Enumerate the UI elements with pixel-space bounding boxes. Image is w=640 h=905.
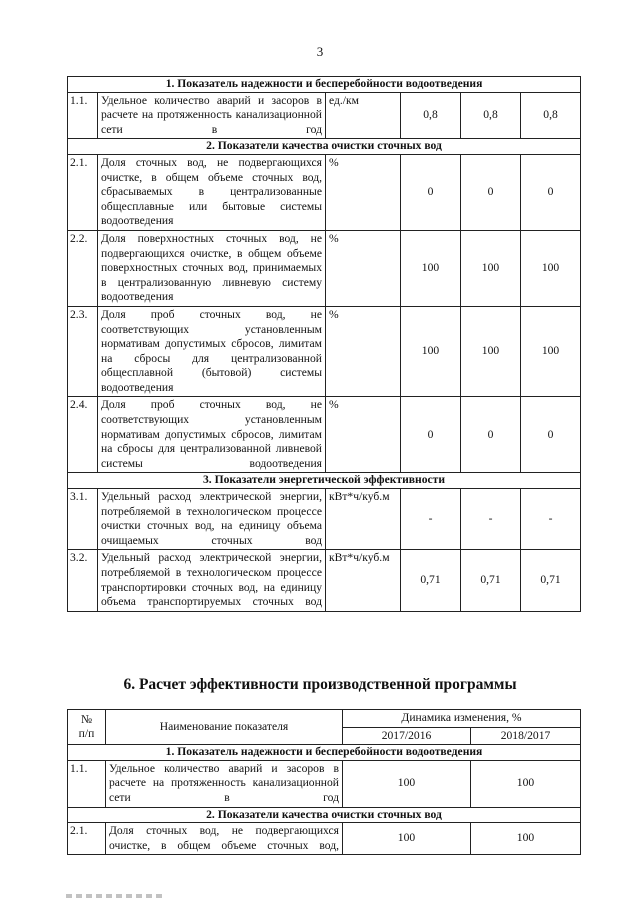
indicator-name: Доля поверхностных сточных вод, не подвергающихся очистке, в общем объеме поверхностных сточных вод, принимаемых в централизованную ливневую систему водоотведения [98, 230, 326, 306]
unit: % [326, 306, 401, 397]
unit: кВт*ч/куб.м [326, 489, 401, 550]
value-cell: 0 [401, 397, 461, 473]
value-cell: 100 [343, 760, 471, 807]
value-cell: 0,71 [521, 550, 581, 611]
row-number: 2.1. [68, 154, 98, 230]
value-cell: 0,8 [401, 92, 461, 139]
section-row [68, 473, 581, 489]
value-cell: 100 [461, 230, 521, 306]
table-row [68, 306, 581, 397]
page-number: 3 [316, 44, 324, 59]
row-number: 2.1. [68, 823, 106, 855]
indicator-name: Доля проб сточных вод, не соответствующих установленным нормативам допустимых сбросов, лимитам на сбросы для централизованной общесплавной (бытовой) системы водоотведения [98, 306, 326, 397]
section-row [68, 807, 581, 823]
table-row [68, 154, 581, 230]
indicator-name: Удельный расход электрической энергии, потребляемой в технологическом процессе транспортировки сточных вод, на единицу объема транспортируемых сточных вод [98, 550, 326, 611]
section-title: 2. Показатели качества очистки сточных вод [68, 139, 581, 155]
section-title: 2. Показатели качества очистки сточных вод [68, 807, 581, 823]
section-row [68, 139, 581, 155]
table-row [68, 550, 581, 611]
indicator-name: Удельное количество аварий и засоров в расчете на протяженность канализационной сети в год [106, 760, 343, 807]
scan-artifact [66, 894, 166, 898]
value-cell: 0 [521, 397, 581, 473]
row-number: 3.2. [68, 550, 98, 611]
unit: ед./км [326, 92, 401, 139]
row-number: 2.3. [68, 306, 98, 397]
section-title: 3. Показатели энергетической эффективности [68, 473, 581, 489]
value-cell: 0 [461, 397, 521, 473]
header-col2: 2018/2017 [471, 727, 581, 745]
value-cell: 0,8 [521, 92, 581, 139]
section-row [68, 745, 581, 761]
header-dynamics: Динамика изменения, % [343, 710, 581, 728]
value-cell: - [521, 489, 581, 550]
value-cell: 100 [471, 760, 581, 807]
value-cell: 100 [521, 306, 581, 397]
value-cell: 100 [343, 823, 471, 855]
header-num [68, 710, 106, 745]
table-row [68, 230, 581, 306]
section-row [68, 77, 581, 93]
indicators-table [67, 76, 581, 612]
efficiency-table [67, 709, 581, 855]
value-cell: 100 [401, 306, 461, 397]
value-cell: 100 [401, 230, 461, 306]
header-col1: 2017/2016 [343, 727, 471, 745]
indicator-name: Доля проб сточных вод, не соответствующих установленным нормативам допустимых сбросов, лимитам на сбросы для централизованной ливневой системы водоотведения [98, 397, 326, 473]
section-title: 1. Показатель надежности и бесперебойности водоотведения [68, 745, 581, 761]
value-cell: 0,71 [461, 550, 521, 611]
indicator-name: Удельный расход электрической энергии, потребляемой в технологическом процессе очистки сточных вод, на единицу объема очищаемых сточных вод [98, 489, 326, 550]
section-title: 1. Показатель надежности и бесперебойности водоотведения [68, 77, 581, 93]
row-number: 1.1. [68, 92, 98, 139]
table-row [68, 397, 581, 473]
unit: % [326, 397, 401, 473]
row-number: 1.1. [68, 760, 106, 807]
value-cell: - [461, 489, 521, 550]
value-cell: 100 [461, 306, 521, 397]
table-row [68, 823, 581, 855]
table-row [68, 760, 581, 807]
value-cell: 0 [461, 154, 521, 230]
row-number: 2.4. [68, 397, 98, 473]
unit: % [326, 154, 401, 230]
value-cell: 0,8 [461, 92, 521, 139]
row-number: 3.1. [68, 489, 98, 550]
header-name: Наименование показателя [106, 710, 343, 745]
indicator-name: Доля сточных вод, не подвергающихся очистке, в общем объеме сточных вод, [106, 823, 343, 855]
indicator-name: Доля сточных вод, не подвергающихся очистке, в общем объеме сточных вод, сбрасываемых в централизованные общесплавные или бытовые системы водоотведения [98, 154, 326, 230]
value-cell: 100 [521, 230, 581, 306]
header-num-line1: № [80, 712, 93, 726]
indicator-name: Удельное количество аварий и засоров в расчете на протяженность канализационной сети в год [98, 92, 326, 139]
value-cell: 0 [401, 154, 461, 230]
value-cell: 100 [471, 823, 581, 855]
unit: % [326, 230, 401, 306]
value-cell: - [401, 489, 461, 550]
unit: кВт*ч/куб.м [326, 550, 401, 611]
row-number: 2.2. [68, 230, 98, 306]
header-num-line2: п/п [78, 727, 95, 741]
section-heading: 6. Расчет эффективности производственной программы [123, 676, 517, 693]
value-cell: 0,71 [401, 550, 461, 611]
table-row [68, 489, 581, 550]
table-row [68, 92, 581, 139]
value-cell: 0 [521, 154, 581, 230]
